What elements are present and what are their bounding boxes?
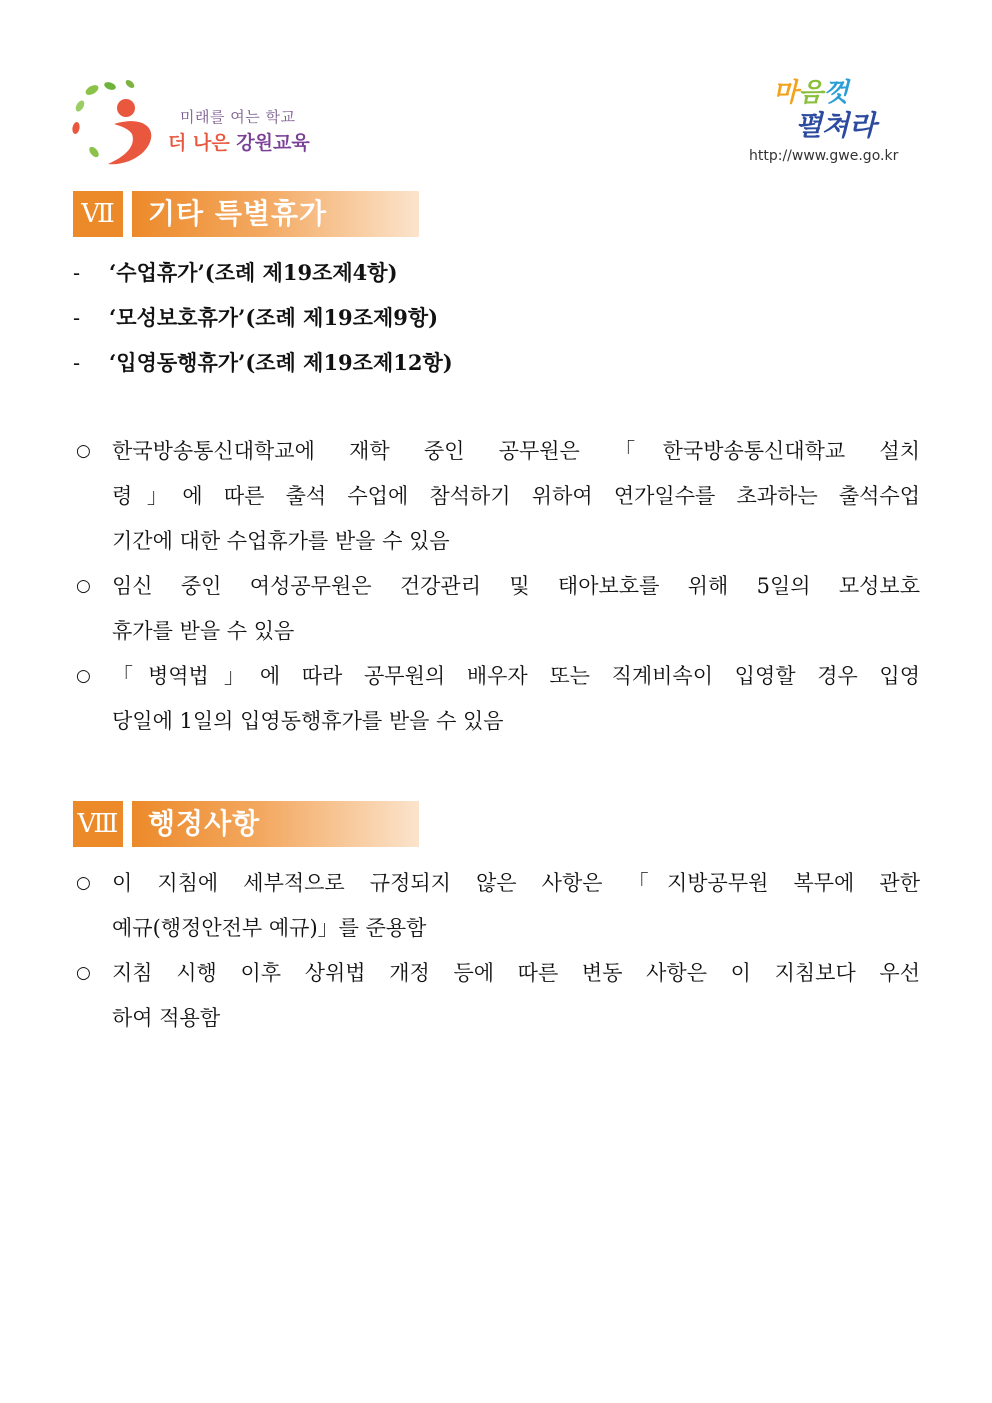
bullet-1-line-1: 한국방송통신대학교에 재학 중인 공무원은 「한국방송통신대학교 설치 (112, 439, 920, 463)
dash-item-text: ‘입영동행휴가’(조례 제19조제12항) (109, 350, 453, 375)
slogan-char-3: 껏 (823, 78, 849, 108)
dash-item-text: ‘모성보호휴가’(조례 제19조제9항) (109, 305, 439, 330)
admin-bullet-2-line-2: 하여 적용함 (112, 1006, 221, 1030)
bullet-marker: ○ (76, 441, 91, 461)
admin-bullet-1-line-1: 이 지침에 세부적으로 규정되지 않은 사항은 「지방공무원 복무에 관한 (112, 871, 920, 895)
dash-item (73, 257, 398, 287)
bullet-1-line-2: 령」에 따른 출석 수업에 참석하기 위하여 연가일수를 초과하는 출석수업 (112, 484, 920, 508)
dash-item (73, 347, 453, 377)
section-7-header (73, 191, 419, 237)
section-8-title: 행정사항 (132, 801, 419, 847)
bullet-2-line-2: 휴가를 받을 수 있음 (112, 619, 295, 643)
emblem-icon (70, 76, 166, 168)
dash-marker: - (73, 261, 81, 285)
dash-marker: - (73, 351, 81, 375)
section-7-number: Ⅶ (73, 191, 123, 237)
admin-bullet-1-line-2: 예규(행정안전부 예규)」를 준용함 (112, 916, 427, 940)
dash-item-text: ‘수업휴가’(조례 제19조제4항) (109, 260, 398, 285)
admin-bullet-2-line-1: 지침 시행 이후 상위법 개정 등에 따른 변동 사항은 이 지침보다 우선 (112, 961, 920, 985)
section-8-number: Ⅷ (73, 801, 123, 847)
website-url: http://www.gwe.go.kr (749, 148, 899, 164)
logo-name-part-b: 강원교육 (236, 132, 310, 154)
logo-tagline: 미래를 여는 학교 (180, 108, 296, 126)
bullet-marker: ○ (76, 576, 91, 596)
slogan-char-2: 음 (798, 78, 824, 108)
logo-name (168, 128, 310, 155)
left-logo (70, 76, 310, 168)
bullet-marker: ○ (76, 666, 91, 686)
right-logo (745, 72, 915, 172)
dash-marker: - (73, 306, 81, 330)
logo-name-part-a: 더 나은 (168, 132, 237, 154)
bullet-marker: ○ (76, 963, 91, 983)
bullet-3-line-2: 당일에 1일의 입영동행휴가를 받을 수 있음 (112, 709, 504, 733)
dash-item (73, 302, 438, 332)
bullet-marker: ○ (76, 873, 91, 893)
section-8-header (73, 801, 419, 847)
slogan-char-1: 마 (773, 78, 799, 108)
bullet-1-line-3: 기간에 대한 수업휴가를 받을 수 있음 (112, 529, 450, 553)
bullet-2-line-1: 임신 중인 여성공무원은 건강관리 및 태아보호를 위해 5일의 모성보호 (112, 574, 920, 598)
slogan-line-2: 펼쳐라 (795, 109, 877, 142)
bullet-3-line-1: 「병역법」에 따라 공무원의 배우자 또는 직계비속이 입영할 경우 입영 (112, 664, 920, 688)
section-7-title: 기타 특별휴가 (132, 191, 419, 237)
